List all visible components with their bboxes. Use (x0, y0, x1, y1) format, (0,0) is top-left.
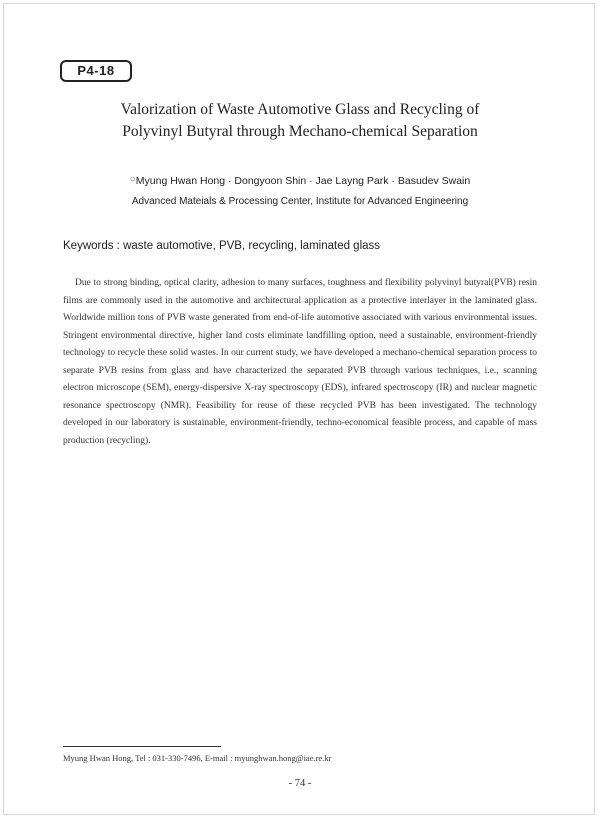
footnote-divider (63, 746, 221, 747)
paper-title (60, 99, 540, 143)
author-names: Myung Hwan Hong · Dongyoon Shin · Jae Layng Park · Basudev Swain (135, 175, 471, 187)
footnote: Myung Hwan Hong, Tel : 031-330-7496, E-mail : myunghwan.hong@iae.re.kr (63, 753, 332, 763)
affiliation: Advanced Mateials & Processing Center, Institute for Advanced Engineering (131, 196, 469, 207)
poster-id-badge: P4-18 (60, 60, 132, 82)
title-line-1: Valorization of Waste Automotive Glass and Recycling of (120, 101, 480, 118)
keywords (63, 240, 543, 252)
author-list (60, 174, 540, 187)
keywords-value: waste automotive, PVB, recycling, laminated glass (123, 240, 381, 252)
abstract-body: Due to strong binding, optical clarity, adhesion to many surfaces, toughness and flexibility polyvinyl butyral(PVB) resin films are commonly used in the automotive and architectural application as a protective interlayer in the laminated glass. Worldwide million tons of PVB waste generated from end-of-life automotive associated with various environmental issues. Stringent environmental directive, higher land costs eliminate landfilling option, need a sustainable, environment-friendly technology to recycle these solid wastes. In our current study, we have developed a mechano-chemical separation process to separate PVB resins from glass and have characterized the separated PVB through various techniques, i.e., scanning electron microscope (SEM), energy-dispersive X-ray spectroscopy (EDS), infrared spectroscopy (IR) and nuclear magnetic resonance spectroscopy (NMR). Feasibility for reuse of these recycled PVB has been investigated. The technology developed in our laboratory is sustainable, environment-friendly, techno-economical feasible process, and capable of mass production (recycling). (63, 278, 537, 446)
title-line-2: Polyvinyl Butyral through Mechano-chemical Separation (122, 123, 478, 140)
page-number: - 74 - (288, 778, 312, 789)
presenter-circle-icon: ○ (129, 174, 136, 185)
keywords-label: Keywords : (63, 240, 124, 252)
